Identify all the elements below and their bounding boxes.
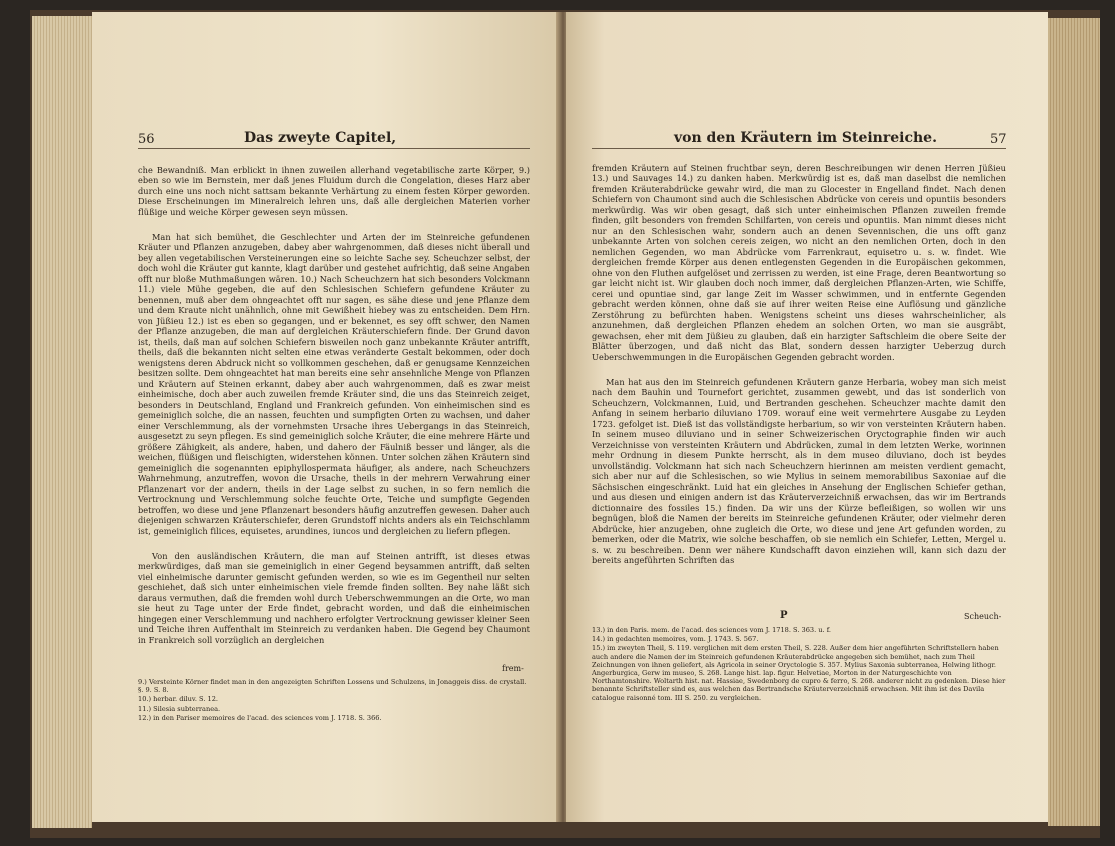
body-text: [138, 154, 530, 662]
footnote: 14.) in gedachten memoires, vom. J. 1743. S. 567.: [592, 635, 759, 644]
page-edges-right: [1048, 18, 1100, 826]
head-rule: [592, 148, 1006, 149]
running-head: von den Kräutern im Steinreiche.: [674, 130, 937, 146]
footnote: 9.) Versteinte Körner findet man in den angezeigten Schriften Lossens und Schulzens, in Jonaggeis diss. de crystall. §. 9. S. 8.: [138, 678, 527, 695]
footnotes: [592, 626, 1006, 703]
footnote: 10.) herbar. diluv. S. 12.: [138, 695, 219, 704]
page-number: 57: [990, 132, 1007, 147]
footnote: 12.) in den Pariser memoires de l'acad. des sciences vom J. 1718. S. 366.: [138, 713, 382, 722]
head-rule: [138, 148, 530, 149]
footnote: 11.) Silesia subterranea.: [138, 704, 221, 713]
page-number: 56: [138, 132, 155, 147]
body-text: [592, 152, 1006, 608]
right-page: [566, 12, 1048, 822]
catchword: frem-: [502, 664, 524, 673]
paragraph: Man hat aus den im Steinreich gefundenen Kräutern ganze Herbaria, wobey man sich meist nach dem Bauhin und Tournefort gerichtet, zusammen gewebt, und das ist sonderlich von Scheuchzern, Volckmannen, Luid, und Bertranden geschehen. Scheuchzer machte damit den Anfang in seinem herbario diluviano 1709. worauf eine weit vermehrtere Ausgabe zu Leyden 1723. gefolget ist. Dieß ist das vollständigste herbarium, so wir von versteinten Kräutern haben. In seinem museo diluviano und in seiner Schweizerischen Oryctographie finden wir auch Verzeichnisse von versteinten Kräutern und Abdrücken, zumal in dem letzten Werke, worinnen mehr Ordnung in diesem Punkte herrscht, als in dem museo diluviano, doch ist beydes unvollständig. Volckmann hat sich nach Scheuchzern hierinnen am meisten verdient gemacht, sich aber nur auf die Schlesischen, so wie Mylius in seinem memorabilibus Saxoniae auf die Sächsischen eingeschränkt. Luid hat ein gleiches in Ansehung der Englischen Schiefer gethan, und aus diesen und einigen andern ist das Kräuterverzeichniß erwachsen, das wir im Bertrands dictionnaire des fossiles 15.) finden. Da wir uns der Kürze befleißigen, so wollen wir uns begnügen, bloß die Namen der bereits im Steinreiche gefundenen Kräuter, oder vielmehr deren Abdrücke, hier anzugeben, ohne zugleich die Orte, wo diese und jene Art gefunden worden, zu bemerken, oder die Matrix, wie solche beschaffen, ob sie nemlich ein Schiefer, Letten, Mergel u. s. w. zu beschreiben. Denn wer nähere Kundschafft davon einziehen will, kann sich dazu der bereits angeführten Schriften das: [592, 376, 1006, 565]
paragraph: Von den ausländischen Kräutern, die man auf Steinen antrifft, ist dieses etwas merkwürdiges, daß man sie gemeiniglich in einer Gegend beysammen antrifft, daß selten viel einheimische darunter gemischt gefunden werden, so wie es im Gegentheil nur selten geschiehet, daß sich unter einheimischen viele fremde finden sollten. Bey nahe läßt sich daraus vermuthen, daß die fremden wohl durch Ueberschwemmungen an die Orte, wo man sie heut zu Tage unter der Erde findet, gebracht worden, und daß die einheimischen hingegen einer Verschlemmung und nachhero erfolgter Vertrocknung gewisser kleiner Seen und Teiche ihren Auffenthalt im Steinreich zu verdanken haben. Die Gegend bey Chaumont in Frankreich soll vorzüglich an dergleichen: [138, 550, 530, 645]
footnotes: [138, 678, 530, 723]
footnote: 15.) im zweyten Theil, S. 119. verglichen mit dem ersten Theil, S. 228. Außer dem hier angeführten Schriftstellern haben auch andere die Namen der im Steinreich gefundenen Kräuterabdrücke angegeben sich bemühet, nach zum Theil Zeichnungen von ihnen geliefert, als Agricola in seiner Oryctologie S. 357. Mylius Saxonia subterranea, Helwing lithogr. Angerburgica, Gerw im museo, S. 268. Lange hist. lap. figur. Helvetiae, Morton in der Naturgeschichte von Northamtonshire. Woltarth hist. nat. Hassiae, Swedenborg de cupro & ferro, S. 268. anderer nicht zu gedenken. Diese hier benannte Schriftsteller sind es, aus welchen das Bertrandsche Kräuterverzeichniß erwachsen. Mit ihm ist des Davila catalogue raisonné tom. III S. 250. zu vergleichen.: [592, 644, 1006, 702]
paragraph: Man hat sich bemühet, die Geschlechter und Arten der im Steinreiche gefundenen Kräuter und Pflanzen anzugeben, dabey aber wahrgenommen, daß dieses nicht überall und bey allen vegetabilischen Versteinerungen eine so leichte Sache sey. Scheuchzer selbst, der doch wohl die Kräuter gut kannte, klagt darüber und gestehet aufrichtig, daß seine Angaben offt nur bloße Muthmaßungen wären. 10.) Nach Scheuchzern hat sich besonders Volckmann 11.) viele Mühe gegeben, die auf den Schlesischen Schiefern gefundene Kräuter zu benennen, muß aber dem ohngeachtet offt nur sagen, es sähe diese und jene Pflanze dem und dem Kraute nicht unähnlich, ohne mit Gewißheit hiebey was zu entscheiden. Dem Hrn. von Jüßieu 12.) ist es eben so gegangen, und er bekennet, es sey offt schwer, den Namen der Pflanze anzugeben, die man auf dergleichen Kräuterschiefern finde. Der Grund davon ist, theils, daß man auf solchen Schiefern bisweilen noch ganz unbekannte Kräuter antrifft, theils, daß die bekannten nicht selten eine etwas veränderte Gestalt bekommen, oder doch wenigstens deren Abdruck nicht so vollkommen geschehen, daß er genugsame Kennzeichen besitzen sollte. Dem ohngeachtet hat man bereits eine sehr ansehnliche Menge von Pflanzen und Kräutern auf Steinen erkannt, dabey aber auch wahrgenommen, daß es zwar meist einheimische, doch aber auch zuweilen fremde Kräuter sind, die uns das Steinreich zeiget, besonders in Deutschland, England und Frankreich gefunden. Von einheimischen sind es gemeiniglich solche, die an nassen, feuchten und sumpfigten Orten zu wachsen, und daher einer Verschlemmung, als der vornehmsten Ursache ihres Uebergangs in das Steinreich, ausgesetzt zu seyn pflegen. Es sind gemeiniglich solche Kräuter, die eine mehrere Härte und größere Zähigkeit, als andere, haben, und dahero der Fäulniß besser und länger, als die weichen, flüßigen und fleischigten, widerstehen können. Unter solchen zähen Kräutern sind gemeiniglich die sogenannten epiphyllospermata häufiger, als andere, nach Scheuchzers Wahrnehmung, anzutreffen, wovon die Ursache, theils in der mehrern Verwahrung einer Pflanzenart vor der andern, theils in der Lage selbst zu suchen, in so fern nemlich die Vertrocknung und Verschlemmung solche feuchte Orte, Teiche und sumpfigte Gegenden betroffen, wo diese und jene Pflanzenart besonders häufig anzutreffen gewesen. Daher auch diejenigen schwarzen Kräuterschiefer, deren Grundstoff nichts anders als ein Teichschlamm ist, gemeiniglich filices, equisetes, arundines, iuncos und dergleichen zu liefern pflegen.: [138, 231, 530, 536]
running-head: Das zweyte Capitel,: [244, 130, 397, 146]
signature-mark: P: [780, 610, 788, 621]
left-page: [92, 12, 560, 822]
page-edges-left: [32, 16, 92, 828]
catchword: Scheuch-: [964, 612, 1002, 621]
paragraph: che Bewandniß. Man erblickt in ihnen zuweilen allerhand vegetabilische zarte Körper, 9.) eben so wie im Bernstein, mer daß jenes Fluidum durch die Congelation, dieses Harz aber durch eine uns noch nicht sattsam bekannte Verhärtung zu einem festen Körper geworden. Diese Erscheinungen im Mineralreich lehren uns, daß alle dergleichen Materien vorher flüßige und weiche Körper gewesen seyn müssen.: [138, 164, 530, 217]
paragraph: fremden Kräutern auf Steinen fruchtbar seyn, deren Beschreibungen wir denen Herren Jüßieu 13.) und Sauvages 14.) zu danken haben. Merkwürdig ist es, daß man daselbst die nemlichen fremden Kräuterabdrücke gewahr wird, die man zu Glocester in Engelland findet. Nach denen Schiefern von Chaumont sind auch die Schlesischen Abdrücke von cereis und opuntiis besonders merkwürdig. Was wir oben gesagt, daß sich unter einheimischen Pflanzen zuweilen fremde finden, gilt besonders von fremden Schilfarten, von cereis und opuntiis. Man nimmt dieses nicht nur an den Schlesischen wahr, sondern auch an denen Sevennischen, die uns offt ganz unbekannte Arten von solchen cereis zeigen, wo nicht an den nemlichen Orten, doch in den nemlichen Gegenden, wo man Abdrücke vom Farrenkraut, equisetro u. s. w. findet. Wie dergleichen fremde Körper aus denen entlegensten Gegenden in die Europäischen gekommen, ohne von den Fluthen aufgelöset und zerrissen zu werden, ist eine Frage, deren Beantwortung so gar leicht nicht ist. Wir glauben doch noch immer, daß dergleichen Pflanzen-Arten, wie Schiffe, cerei und opuntiae sind, gar lange Zeit im Wasser schwimmen, und in entfernte Gegenden gebracht werden können, ohne daß sie auf ihrer weiten Reise eine Auflösung und gänzliche Zerstöhrung zu befürchten haben. Wenigstens scheint uns dieses wahrscheinlicher, als anzunehmen, daß dergleichen Pflanzen ehedem an solchen Orten, wo man sie ausgräbt, gewachsen, eher mit dem Jüßieu zu glauben, daß ein harzigter Saftschleim die obere Seite der Blätter überzogen, und daß nicht das Blat, sondern dessen harzigter Ueberzug durch Ueberschwemmungen in die Europäischen Gegenden gebracht worden.: [592, 162, 1006, 362]
footnote: 13.) in den Paris. mem. de l'acad. des sciences vom J. 1718. S. 363. u. f.: [592, 626, 832, 634]
